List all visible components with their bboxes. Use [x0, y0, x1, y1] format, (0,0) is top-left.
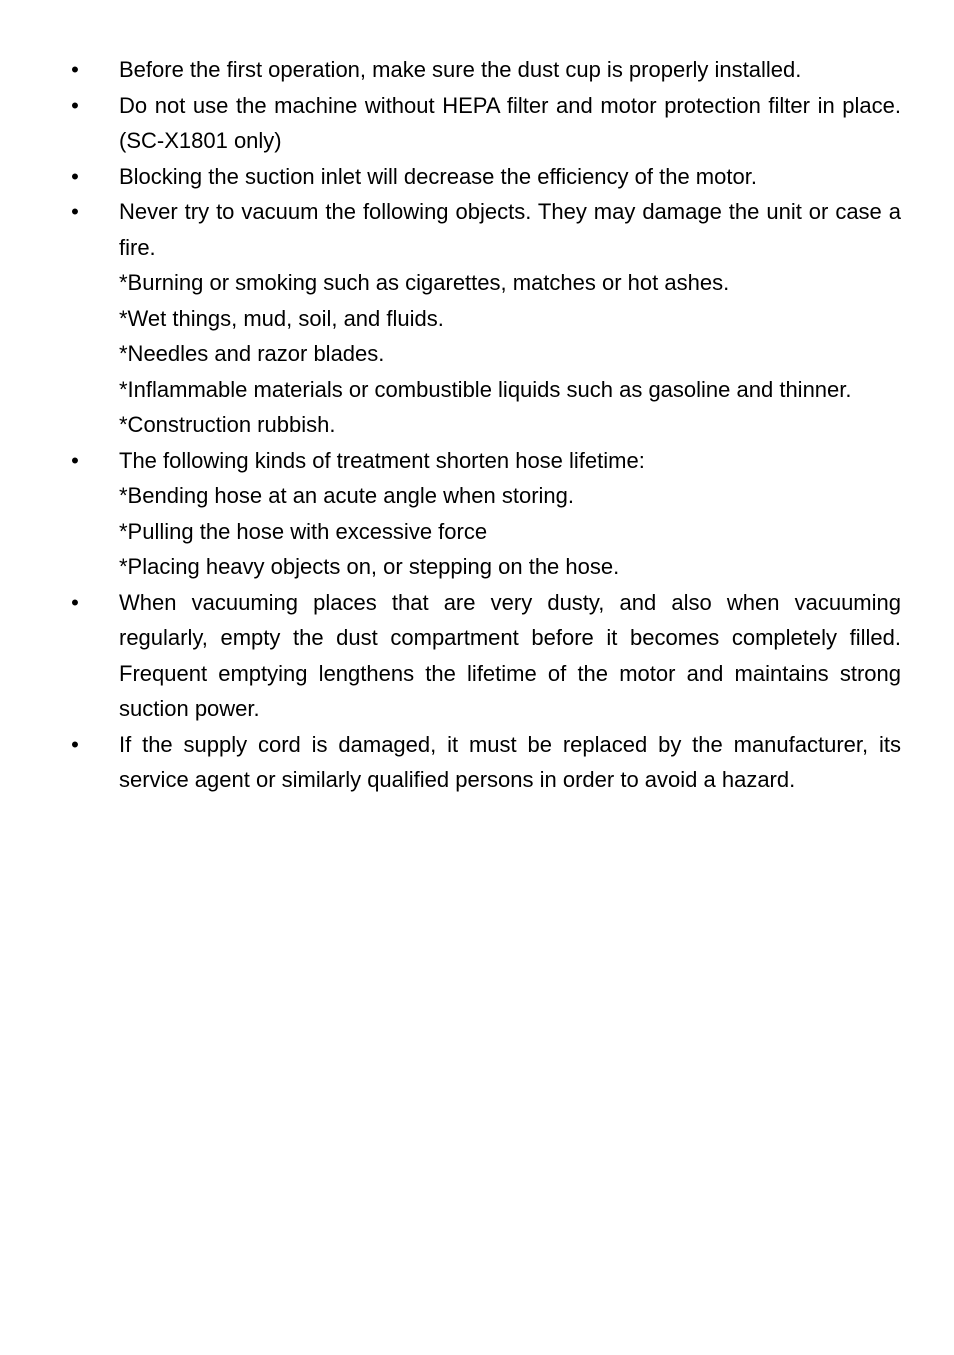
sub-item-text: *Inflammable materials or combustible liquids such as gasoline and thinner.	[119, 376, 852, 402]
bullet-icon: •	[71, 92, 79, 118]
list-item-text: Never try to vacuum the following objects. They may damage the unit or case a fire.	[119, 199, 901, 260]
list-item	[0, 194, 954, 443]
list-item	[0, 727, 954, 798]
sub-item-text: *Needles and razor blades.	[119, 341, 385, 366]
bullet-icon: •	[71, 589, 79, 615]
list-item-text: If the supply cord is damaged, it must be replaced by the manufacturer, its service agent or similarly qualified persons in order to avoid a hazard.	[119, 731, 901, 792]
list-item	[0, 443, 954, 585]
list-item-text: Before the first operation, make sure the dust cup is properly installed.	[119, 57, 802, 82]
sub-item-text: *Burning or smoking such as cigarettes, matches or hot ashes.	[119, 270, 730, 295]
document-page	[0, 52, 954, 798]
sub-item-text: *Wet things, mud, soil, and fluids.	[119, 305, 444, 331]
list-item-text: Blocking the suction inlet will decrease the efficiency of the motor.	[119, 163, 757, 189]
list-item	[0, 88, 954, 159]
list-item-text: Do not use the machine without HEPA filter and motor protection filter in place. (SC-X1801 only)	[119, 92, 901, 153]
sub-item-text: *Placing heavy objects on, or stepping on the hose.	[119, 554, 620, 579]
bullet-icon: •	[71, 731, 79, 757]
sub-item-text: *Pulling the hose with excessive force	[119, 518, 488, 544]
bullet-icon: •	[71, 199, 79, 224]
bullet-icon: •	[71, 163, 79, 189]
list-item	[0, 159, 954, 195]
list-item-text: When vacuuming places that are very dusty, and also when vacuuming regularly, empty the dust compartment before it becomes completely filled. Frequent emptying lengthens the lifetime of the motor and maintains strong suction power.	[119, 589, 901, 721]
list-item-text: The following kinds of treatment shorten hose lifetime:	[119, 447, 645, 473]
bullet-icon: •	[71, 447, 79, 473]
safety-bullet-list	[0, 52, 954, 798]
sub-item-text: *Bending hose at an acute angle when storing.	[119, 483, 574, 508]
sub-item-text: *Construction rubbish.	[119, 412, 336, 437]
list-item	[0, 52, 954, 88]
bullet-icon: •	[71, 57, 79, 82]
list-item	[0, 585, 954, 727]
